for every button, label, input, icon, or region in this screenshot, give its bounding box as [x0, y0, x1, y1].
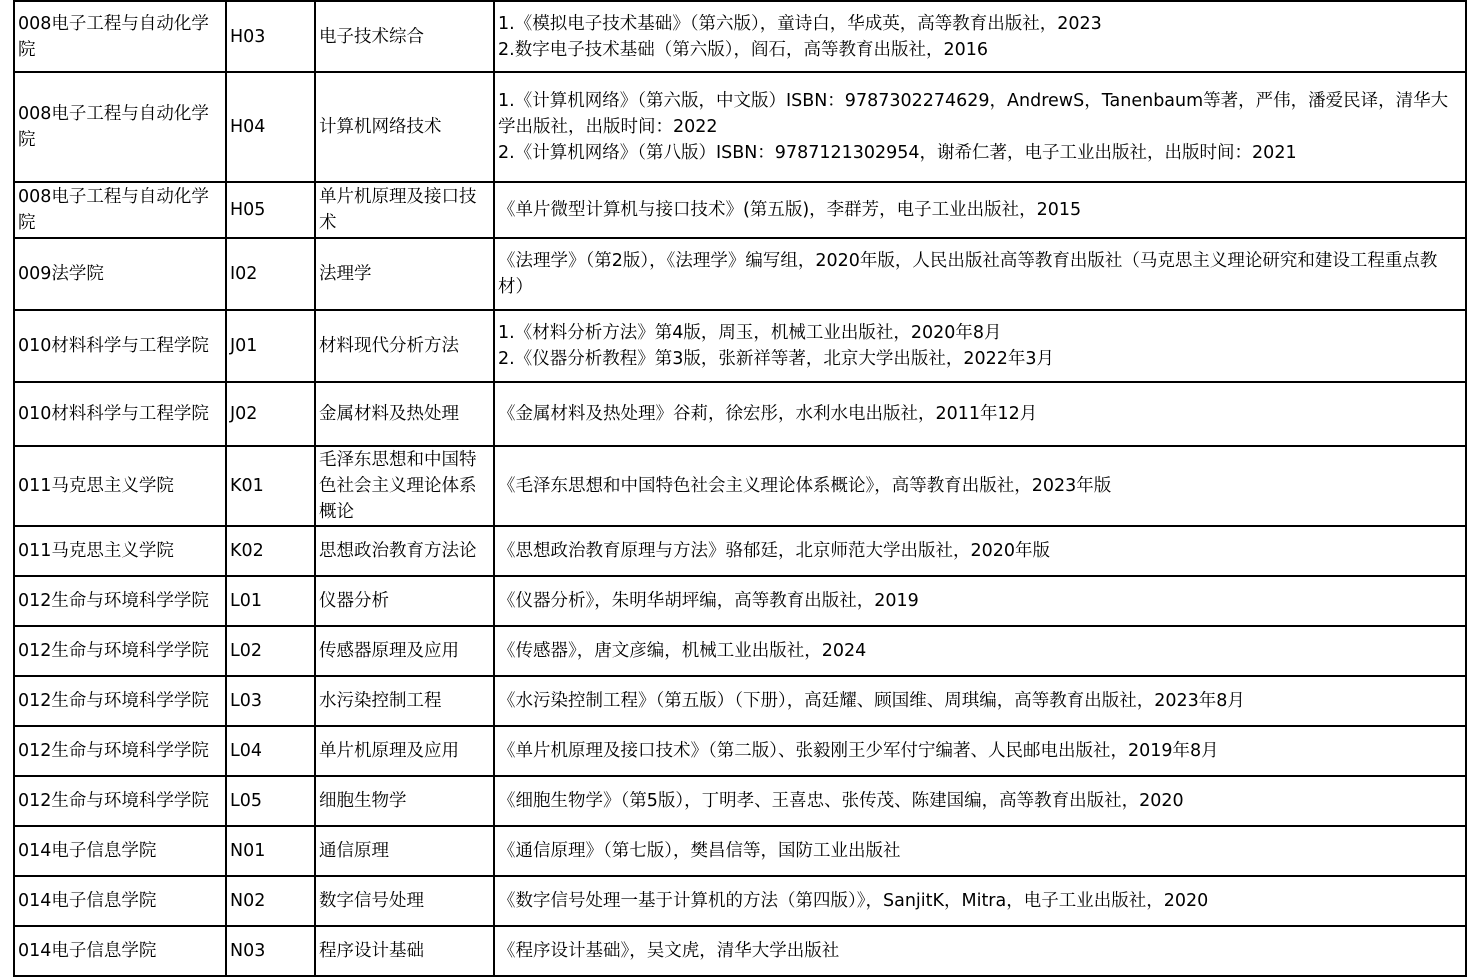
college-cell: 008电子工程与自动化学院 [14, 182, 226, 238]
college-cell: 014电子信息学院 [14, 876, 226, 926]
subject-code-cell: H03 [226, 1, 315, 72]
table-row [14, 182, 1466, 238]
table-row [14, 446, 1466, 526]
college-cell: 008电子工程与自动化学院 [14, 1, 226, 72]
subject-name-cell: 单片机原理及接口技术 [315, 182, 494, 238]
subject-name-cell: 传感器原理及应用 [315, 626, 494, 676]
subject-name-cell: 通信原理 [315, 826, 494, 876]
table-row [14, 382, 1466, 446]
subject-name-cell: 单片机原理及应用 [315, 726, 494, 776]
college-cell: 014电子信息学院 [14, 926, 226, 976]
subject-code-cell: J02 [226, 382, 315, 446]
reference-book-entry: 《仪器分析》，朱明华胡坪编，高等教育出版社，2019 [498, 591, 919, 611]
reference-books-cell [494, 182, 1466, 238]
table-body [14, 1, 1466, 976]
table-row [14, 526, 1466, 576]
college-cell: 008电子工程与自动化学院 [14, 72, 226, 182]
reference-book-entry: 2.数字电子技术基础（第六版），阎石，高等教育出版社，2016 [498, 39, 988, 60]
college-cell: 012生命与环境科学学院 [14, 626, 226, 676]
reference-book-entry: 1.《材料分析方法》第4版，周玉，机械工业出版社，2020年8月 [498, 323, 1002, 343]
subject-code-cell: K02 [226, 526, 315, 576]
subject-code-cell: K01 [226, 446, 315, 526]
reference-book-entry: 《法理学》（第2版），《法理学》编写组，2020年版，人民出版社高等教育出版社（马克思主义理论研究和建设工程重点教材） [498, 251, 1438, 297]
subject-name-cell: 电子技术综合 [315, 1, 494, 72]
college-cell: 010材料科学与工程学院 [14, 310, 226, 382]
subject-code-cell: L01 [226, 576, 315, 626]
reference-books-cell [494, 626, 1466, 676]
table-row [14, 776, 1466, 826]
table-row [14, 826, 1466, 876]
subject-code-cell: L04 [226, 726, 315, 776]
subject-name-cell: 材料现代分析方法 [315, 310, 494, 382]
reference-book-entry: 2.《计算机网络》（第八版）ISBN：9787121302954，谢希仁著，电子工业出版社，出版时间：2021 [498, 143, 1297, 163]
subject-name-cell: 法理学 [315, 238, 494, 310]
college-cell: 012生命与环境科学学院 [14, 576, 226, 626]
table-row [14, 926, 1466, 976]
reference-book-table [13, 0, 1467, 977]
college-cell: 012生命与环境科学学院 [14, 776, 226, 826]
reference-book-entry: 《程序设计基础》，吴文虎，清华大学出版社 [498, 941, 840, 961]
table-row [14, 876, 1466, 926]
reference-books-cell [494, 876, 1466, 926]
table-row [14, 1, 1466, 72]
college-cell: 012生命与环境科学学院 [14, 726, 226, 776]
college-cell: 011马克思主义学院 [14, 446, 226, 526]
college-cell: 011马克思主义学院 [14, 526, 226, 576]
reference-books-cell [494, 776, 1466, 826]
subject-name-cell: 计算机网络技术 [315, 72, 494, 182]
table-row [14, 676, 1466, 726]
subject-code-cell: N03 [226, 926, 315, 976]
subject-code-cell: L03 [226, 676, 315, 726]
reference-book-entry: 《单片微型计算机与接口技术》(第五版)，李群芳，电子工业出版社，2015 [498, 200, 1082, 220]
subject-name-cell: 思想政治教育方法论 [315, 526, 494, 576]
subject-name-cell: 程序设计基础 [315, 926, 494, 976]
subject-name-cell: 仪器分析 [315, 576, 494, 626]
college-cell: 012生命与环境科学学院 [14, 676, 226, 726]
reference-books-cell [494, 726, 1466, 776]
reference-book-entry: 1.《模拟电子技术基础》（第六版），童诗白，华成英，高等教育出版社，2023 [498, 13, 1102, 34]
reference-books-cell [494, 576, 1466, 626]
subject-name-cell: 细胞生物学 [315, 776, 494, 826]
college-cell: 014电子信息学院 [14, 826, 226, 876]
subject-code-cell: I02 [226, 238, 315, 310]
subject-code-cell: H04 [226, 72, 315, 182]
reference-book-entry: 《思想政治教育原理与方法》骆郁廷，北京师范大学出版社，2020年版 [498, 541, 1051, 561]
table-row [14, 726, 1466, 776]
reference-books-cell [494, 382, 1466, 446]
reference-book-entry: 《传感器》，唐文彦编，机械工业出版社，2024 [498, 641, 867, 661]
table-row [14, 310, 1466, 382]
reference-book-entry: 《数字信号处理一基于计算机的方法（第四版）》，SanjitK，Mitra，电子工业出版社，2020 [498, 891, 1209, 911]
subject-code-cell: J01 [226, 310, 315, 382]
reference-book-entry: 《毛泽东思想和中国特色社会主义理论体系概论》，高等教育出版社，2023年版 [498, 476, 1112, 496]
reference-books-cell [494, 526, 1466, 576]
table-row [14, 626, 1466, 676]
subject-name-cell: 毛泽东思想和中国特色社会主义理论体系概论 [315, 446, 494, 526]
subject-code-cell: L05 [226, 776, 315, 826]
reference-books-cell [494, 238, 1466, 310]
subject-name-cell: 水污染控制工程 [315, 676, 494, 726]
reference-books-cell [494, 1, 1466, 72]
subject-name-cell: 金属材料及热处理 [315, 382, 494, 446]
college-cell: 010材料科学与工程学院 [14, 382, 226, 446]
reference-book-entry: 《通信原理》（第七版），樊昌信等，国防工业出版社 [498, 841, 901, 861]
reference-books-cell [494, 72, 1466, 182]
reference-book-entry: 《金属材料及热处理》谷莉，徐宏彤，水利水电出版社，2011年12月 [498, 404, 1038, 424]
subject-code-cell: H05 [226, 182, 315, 238]
reference-books-cell [494, 926, 1466, 976]
table-row [14, 72, 1466, 182]
reference-books-cell [494, 826, 1466, 876]
college-cell: 009法学院 [14, 238, 226, 310]
subject-name-cell: 数字信号处理 [315, 876, 494, 926]
reference-books-cell [494, 446, 1466, 526]
reference-book-entry: 2.《仪器分析教程》第3版，张新祥等著，北京大学出版社，2022年3月 [498, 349, 1054, 369]
reference-book-entry: 《单片机原理及接口技术》（第二版）、张毅刚王少军付宁编著、人民邮电出版社，2019年8月 [498, 741, 1219, 761]
reference-book-entry: 1.《计算机网络》（第六版，中文版）ISBN：9787302274629，AndrewS，Tanenbaum等著，严伟，潘爱民译，清华大学出版社，出版时间：2022 [498, 91, 1449, 137]
reference-book-entry: 《水污染控制工程》（第五版）（下册），高廷耀、顾国维、周琪编，高等教育出版社，2023年8月 [498, 691, 1245, 711]
subject-code-cell: L02 [226, 626, 315, 676]
reference-books-cell [494, 676, 1466, 726]
subject-code-cell: N02 [226, 876, 315, 926]
table-row [14, 576, 1466, 626]
reference-book-entry: 《细胞生物学》（第5版），丁明孝、王喜忠、张传茂、陈建国编，高等教育出版社，2020 [498, 791, 1184, 811]
table-row [14, 238, 1466, 310]
subject-code-cell: N01 [226, 826, 315, 876]
reference-books-cell [494, 310, 1466, 382]
